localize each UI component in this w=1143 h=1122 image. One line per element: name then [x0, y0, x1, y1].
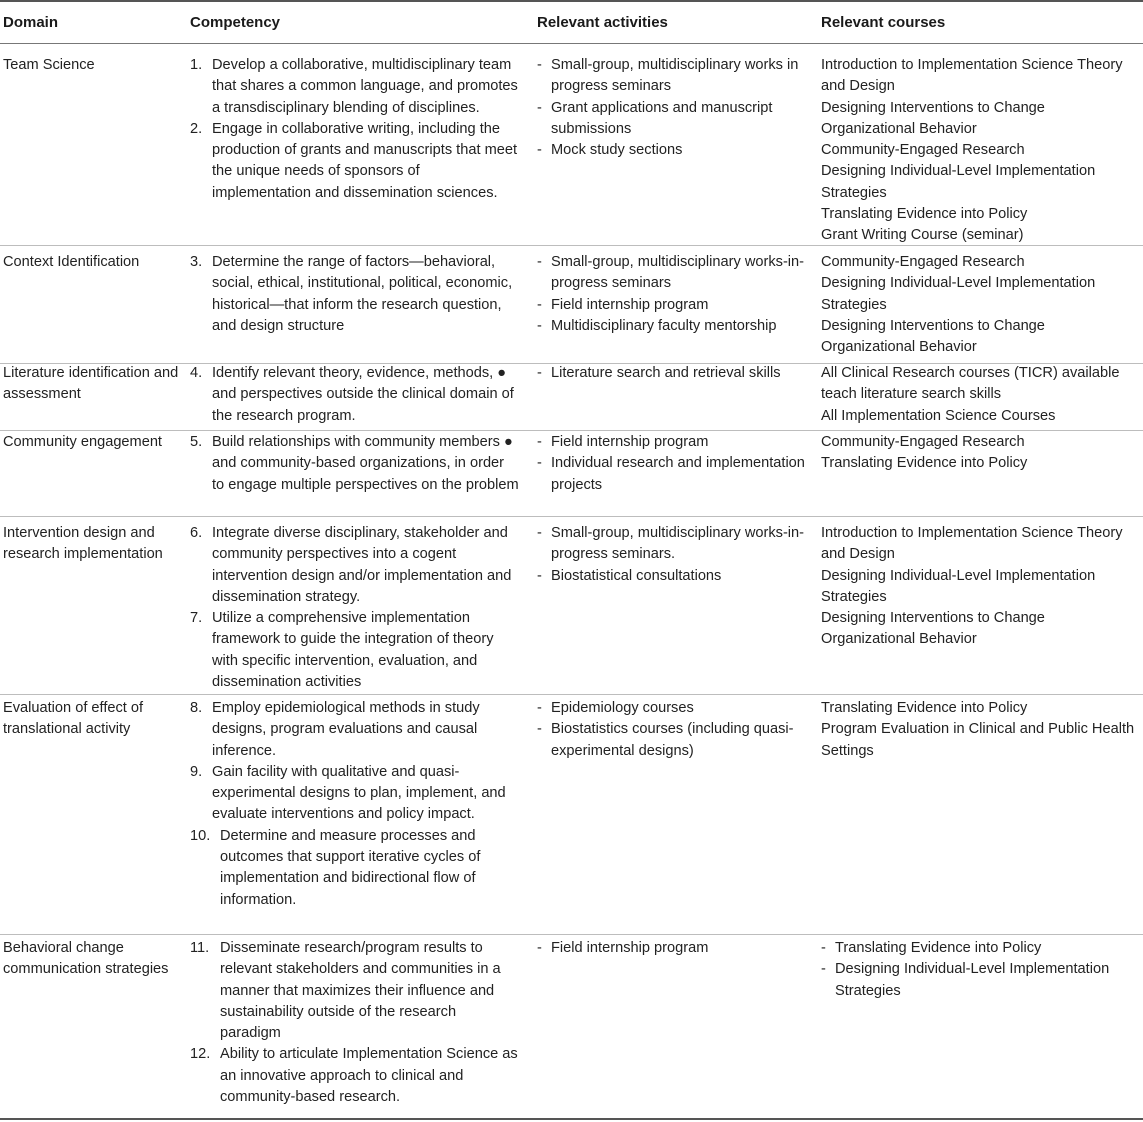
course-item: Community-Engaged Research [821, 434, 1025, 450]
activities-cell [537, 698, 805, 762]
course-item: Translating Evidence into Policy [821, 206, 1028, 223]
activity-item: - Field internship program [537, 940, 709, 956]
competency-item [190, 523, 520, 608]
domain-cell: Intervention design and research implementation [3, 525, 163, 563]
competency-cell [190, 55, 520, 204]
domain-cell: Team Science [3, 57, 95, 73]
domain-cell: Community engagement [3, 434, 162, 450]
competency-text: Develop a collaborative, multidisciplinary team that shares a common language, and promotes a transdisciplinary blending of disciplines. [212, 57, 518, 116]
competency-item [190, 826, 520, 911]
courses-cell [821, 55, 1141, 247]
competency-number: 3. [190, 254, 203, 270]
activity-item: - Mock study sections [537, 142, 683, 159]
activity-item: - Biostatistical consultations [537, 567, 722, 584]
activity-item: - Individual research and implementation projects [537, 455, 805, 493]
activity-item: - Multidisciplinary faculty mentorship [537, 317, 777, 334]
course-item: Designing Individual-Level Implementation Strategies [821, 163, 1096, 201]
competency-item [190, 938, 520, 1044]
course-item: Designing Individual-Level Implementation Strategies [821, 567, 1096, 605]
domain-cell: Evaluation of effect of translational activity [3, 700, 144, 738]
competency-text: Integrate diverse disciplinary, stakeholder and community perspectives into a cogent intervention design and/or implementation and dissemination strategy. [212, 525, 512, 605]
course-item: Designing Interventions to Change Organizational Behavior [821, 317, 1045, 356]
competency-number: 8. [190, 700, 203, 716]
competency-cell [190, 432, 520, 496]
course-item: Introduction to Implementation Science Theory and Design [821, 525, 1123, 563]
course-item: Designing Interventions to Change Organizational Behavior [821, 610, 1045, 648]
competency-text: Determine the range of factors—behavioral, social, ethical, institutional, political, economic, historical—that inform the research question, and design structure [212, 254, 513, 334]
course-item: Community-Engaged Research [821, 142, 1025, 159]
competency-item [190, 432, 520, 496]
activities-cell [537, 938, 805, 959]
competency-text: Build relationships with community members ● and community-based organizations, in order to engage multiple perspectives on the problem [212, 434, 519, 493]
activity-item: - Small-group, multidisciplinary works-in-progress seminars [537, 254, 805, 292]
course-item: Designing Individual-Level Implementation Strategies [821, 275, 1096, 313]
activity-item: - Field internship program [537, 434, 709, 450]
courses-cell [821, 432, 1141, 475]
course-item: Translating Evidence into Policy [821, 700, 1028, 716]
competency-item [190, 762, 520, 826]
competency-text: Utilize a comprehensive implementation framework to guide the integration of theory with specific intervention, evaluation, and dissemination activities [212, 610, 494, 691]
competency-cell [190, 363, 520, 427]
course-item: - Designing Individual-Level Implementation Strategies [821, 961, 1110, 999]
domain-cell: Literature identification and assessment [3, 365, 179, 403]
competency-cell [190, 523, 520, 693]
row-divider [0, 245, 1143, 246]
domain-cell: Behavioral change communication strategies [3, 940, 169, 978]
courses-cell [821, 363, 1141, 427]
competency-item [190, 1044, 520, 1108]
header-rule [0, 43, 1143, 44]
course-item: Community-Engaged Research [821, 254, 1025, 270]
competency-item [190, 252, 520, 337]
table-bottom-rule [0, 1118, 1143, 1120]
competency-number: 12. [190, 1046, 211, 1063]
activity-item: - Biostatistics courses (including quasi-experimental designs) [537, 721, 794, 759]
competency-cell [190, 698, 520, 911]
course-item: All Implementation Science Courses [821, 407, 1056, 424]
competency-text: Identify relevant theory, evidence, methods, ● and perspectives outside the clinical domain of the research program. [212, 365, 514, 424]
competency-text: Engage in collaborative writing, including the production of grants and manuscripts that meet the unique needs of sponsors of implementation and dissemination sciences. [212, 120, 518, 201]
course-item: Designing Interventions to Change Organizational Behavior [821, 99, 1045, 137]
competency-text: Ability to articulate Implementation Science as an innovative approach to clinical and community-based research. [220, 1046, 518, 1106]
competency-number: 4. [190, 365, 203, 381]
activities-cell [537, 55, 805, 161]
activities-cell [537, 363, 805, 384]
competency-item [190, 119, 520, 204]
competency-text: Gain facility with qualitative and quasi-experimental designs to plan, implement, and evaluate interventions and policy impact. [212, 763, 506, 823]
courses-cell [821, 252, 1141, 358]
row-divider [0, 430, 1143, 431]
activities-cell [537, 523, 805, 587]
activities-cell [537, 252, 805, 337]
competency-cell [190, 938, 520, 1108]
domain-cell: Context Identification [3, 254, 140, 270]
course-item: Introduction to Implementation Science Theory and Design [821, 57, 1123, 95]
course-item: All Clinical Research courses (TICR) available teach literature search skills [821, 365, 1120, 403]
activity-item: - Epidemiology courses [537, 700, 694, 716]
competency-text: Employ epidemiological methods in study designs, program evaluations and causal inference. [212, 700, 480, 759]
course-item: Translating Evidence into Policy [821, 455, 1028, 472]
competency-item [190, 55, 520, 119]
competency-number: 5. [190, 434, 203, 450]
competency-number: 2. [190, 120, 203, 137]
competency-item [190, 608, 520, 693]
competency-number: 7. [190, 610, 203, 627]
competency-number: 1. [190, 57, 203, 73]
activities-cell [537, 432, 805, 496]
course-item: - Translating Evidence into Policy [821, 940, 1042, 956]
courses-cell [821, 523, 1141, 651]
header-domain: Domain [3, 14, 59, 31]
header-activities: Relevant activities [537, 14, 668, 31]
competency-number: 11. [190, 940, 210, 956]
course-item: Grant Writing Course (seminar) [821, 227, 1024, 244]
table-header-row [0, 0, 1143, 43]
competency-cell [190, 252, 520, 337]
row-divider [0, 516, 1143, 517]
competency-text: Determine and measure processes and outcomes that support iterative cycles of implementation and bidirectional flow of information. [220, 827, 481, 908]
competency-item [190, 363, 520, 427]
competency-item [190, 698, 520, 762]
courses-cell [821, 938, 1141, 1002]
competency-text: Disseminate research/program results to relevant stakeholders and communities in a manner that maximizes their influence and sustainability outside of the research paradigm [220, 940, 501, 1042]
competency-number: 6. [190, 525, 203, 541]
header-competency: Competency [190, 14, 281, 31]
competency-number: 9. [190, 763, 203, 780]
header-courses: Relevant courses [821, 14, 946, 31]
courses-cell [821, 698, 1141, 762]
row-divider [0, 934, 1143, 935]
activity-item: - Grant applications and manuscript submissions [537, 99, 773, 137]
course-item: Program Evaluation in Clinical and Public Health Settings [821, 721, 1135, 759]
activity-item: - Small-group, multidisciplinary works-in-progress seminars. [537, 525, 805, 563]
activity-item: - Small-group, multidisciplinary works in progress seminars [537, 57, 799, 95]
activity-item: - Field internship program [537, 296, 709, 313]
competency-number: 10. [190, 827, 211, 844]
activity-item: - Literature search and retrieval skills [537, 365, 781, 381]
row-divider [0, 694, 1143, 695]
